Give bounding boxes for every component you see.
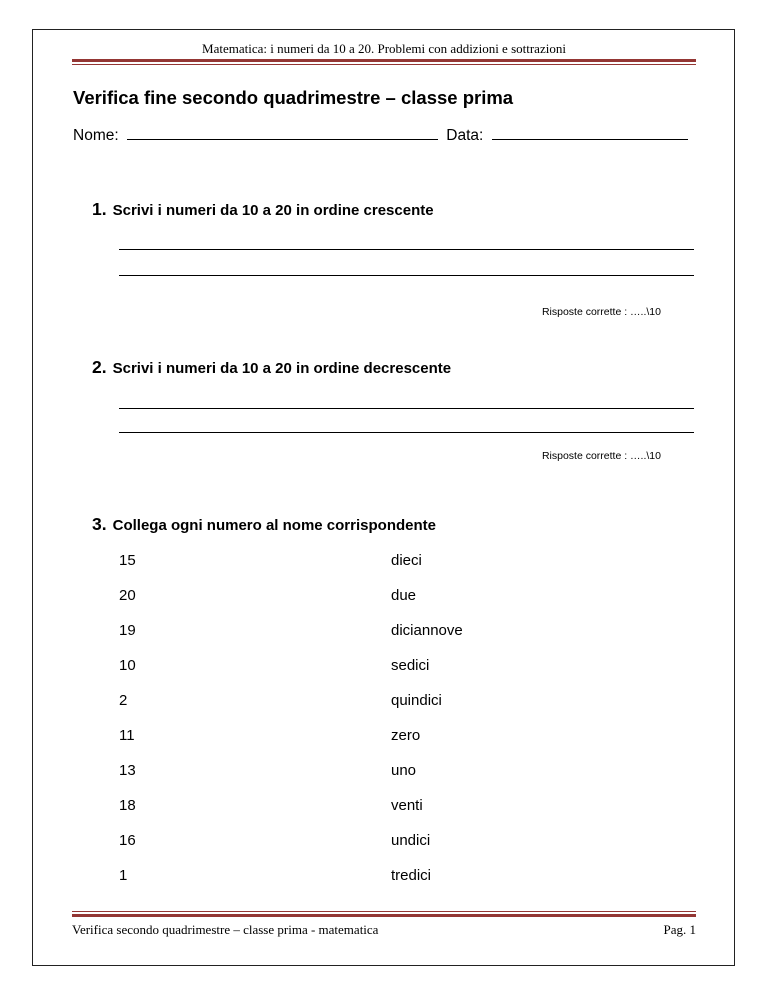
match-number: 15 — [119, 552, 136, 569]
match-word: dieci — [391, 552, 422, 569]
question-text: Scrivi i numeri da 10 a 20 in ordine crescente — [112, 202, 434, 219]
question-1 — [92, 199, 434, 220]
match-word: due — [391, 587, 417, 604]
match-word: uno — [391, 762, 417, 779]
date-label: Data: — [446, 127, 484, 144]
date-field[interactable] — [492, 125, 688, 140]
match-number: 10 — [119, 657, 136, 674]
score-text: Risposte corrette : …..\10 — [541, 450, 661, 462]
page-header: Matematica: i numeri da 10 a 20. Problemi con addizioni e sottrazioni — [202, 41, 566, 56]
answer-line[interactable] — [119, 249, 694, 250]
match-word: zero — [391, 727, 421, 744]
page-title: Verifica fine secondo quadrimestre – classe prima — [73, 87, 514, 108]
header-rule-thin — [72, 64, 696, 65]
question-3 — [92, 514, 436, 535]
question-text: Collega ogni numero al nome corrispondente — [112, 517, 436, 534]
question-text: Scrivi i numeri da 10 a 20 in ordine decrescente — [112, 360, 452, 377]
page-footer: Verifica secondo quadrimestre – classe prima - matematica — [72, 922, 379, 937]
question-2 — [92, 357, 451, 378]
footer-rule — [72, 914, 696, 917]
match-number: 13 — [119, 762, 136, 779]
answer-line[interactable] — [119, 432, 694, 433]
match-word: undici — [391, 832, 431, 849]
match-word: sedici — [391, 657, 430, 674]
name-label: Nome: — [73, 127, 119, 144]
match-word: venti — [391, 797, 423, 814]
match-word: tredici — [391, 867, 432, 884]
header-rule — [72, 59, 696, 62]
match-word: quindici — [391, 692, 442, 709]
question-number: 3. — [92, 514, 107, 534]
match-number: 18 — [119, 797, 136, 814]
question-number: 1. — [92, 199, 107, 219]
name-field[interactable] — [127, 125, 438, 140]
page-number: Pag. 1 — [663, 922, 696, 937]
answer-line[interactable] — [119, 275, 694, 276]
match-number: 2 — [119, 692, 128, 709]
match-number: 1 — [119, 867, 128, 884]
match-number: 20 — [119, 587, 136, 604]
name-date-line — [73, 125, 688, 145]
score-text: Risposte corrette : …..\10 — [541, 306, 661, 318]
match-word: diciannove — [391, 622, 463, 639]
match-number: 11 — [119, 727, 135, 744]
match-number: 16 — [119, 832, 136, 849]
question-number: 2. — [92, 357, 107, 377]
match-number: 19 — [119, 622, 136, 639]
answer-line[interactable] — [119, 408, 694, 409]
page-border — [32, 29, 735, 966]
footer-rule-thin — [72, 911, 696, 912]
